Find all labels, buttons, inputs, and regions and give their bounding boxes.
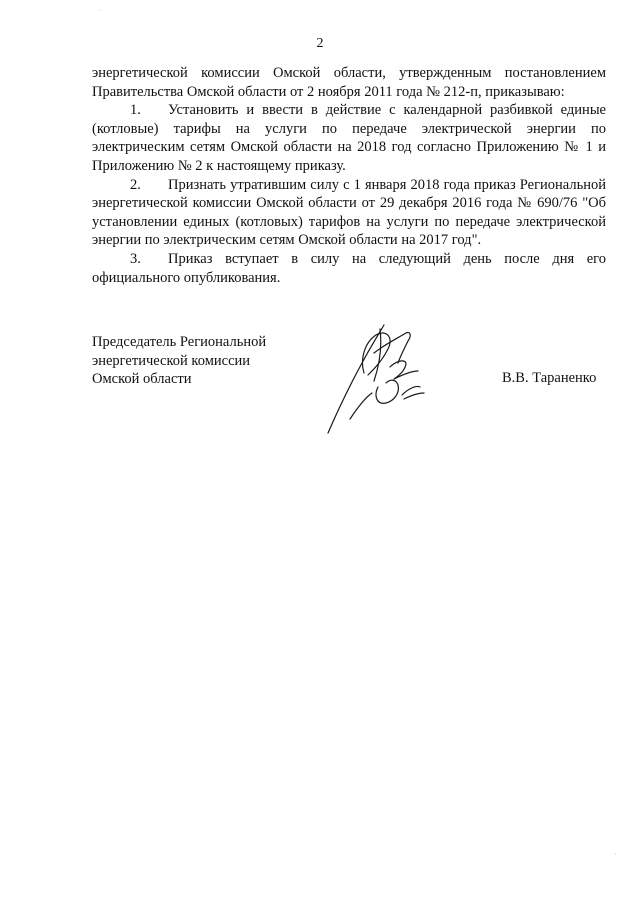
- document-body: [92, 64, 606, 287]
- position-line: энергетической комиссии: [92, 352, 251, 369]
- list-item-text: Установить и ввести в действие с календарной разбивкой единые (котловые) тарифы на услуги по передаче электрической энергии по электрическим сетям Омской области на 2018 год согласно Приложению № 1 и Приложению № 2 к настоящему приказу.: [92, 102, 606, 174]
- list-item-text: Приказ вступает в силу на следующий день после дня его официального опубликования.: [92, 250, 606, 286]
- signatory-name: В.В. Тараненко: [502, 370, 597, 386]
- list-item-text: Признать утратившим силу с 1 января 2018 года приказ Региональной энергетической комиссии Омской области от 29 декабря 2016 года № 690/76 "Об установлении единых (котловых) тарифов на услуги по передаче электрической энергии по электрическим сетям Омской области на 2017 год".: [92, 176, 606, 249]
- list-number: 2.: [130, 176, 141, 193]
- list-item-3: [92, 250, 606, 287]
- list-item-2: [92, 176, 606, 250]
- position-line: Омской области: [92, 371, 192, 388]
- scan-dot: ˙: [614, 852, 617, 862]
- position-line: Председатель Региональной: [92, 334, 267, 350]
- scan-dot: ˙: [98, 8, 101, 18]
- list-number: 1.: [130, 102, 141, 119]
- handwritten-signature: [320, 315, 430, 440]
- intro-paragraph: энергетической комиссии Омской области, утвержденным постановлением Правительства Омской области от 2 ноября 2011 года № 212-п, приказываю:: [92, 65, 606, 100]
- list-number: 3.: [130, 250, 141, 267]
- signatory-position: [92, 333, 266, 389]
- page-number: 2: [316, 36, 324, 51]
- list-item-1: [92, 101, 606, 175]
